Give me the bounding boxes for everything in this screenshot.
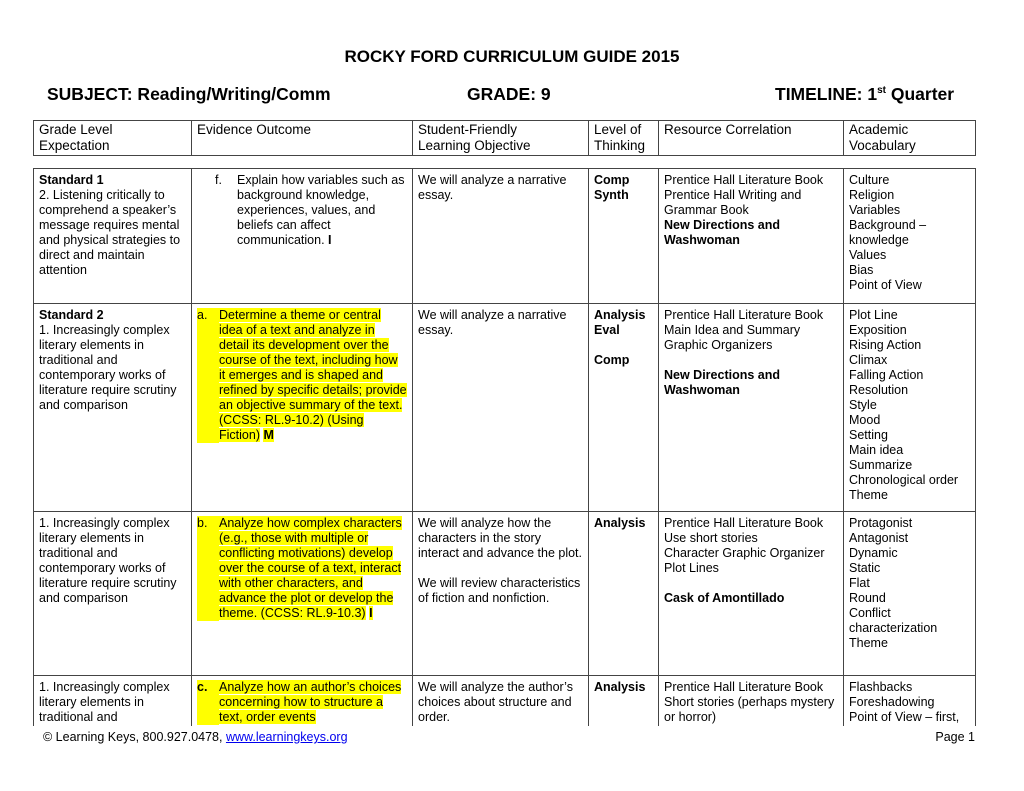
table-row: [34, 676, 976, 727]
resource-cell: Prentice Hall Literature Book Prentice Hall Writing and Grammar Book New Directions and Washwoman: [659, 169, 844, 304]
header-objective: Student-Friendly Learning Objective: [413, 121, 589, 156]
subject-line: [47, 84, 967, 106]
evidence-cell: b. Analyze how complex characters (e.g., those with multiple or conflicting motivations) develop over the course of a text, interact with other characters, and advance the plot or develop the theme. (CCSS: RL.9-10.3) I: [192, 512, 413, 676]
level-cell: Comp Synth: [589, 169, 659, 304]
objective-cell: We will analyze a narrative essay.: [413, 304, 589, 512]
grade-level-cell: 1. Increasingly complex literary elements in traditional and: [34, 676, 192, 727]
vocab-cell: Plot Line Exposition Rising Action Climax Falling Action Resolution Style Mood Setting Main idea Summarize Chronological order Theme: [844, 304, 976, 512]
vocab-cell: Flashbacks Foreshadowing Point of View – first,: [844, 676, 976, 727]
table-row: [34, 304, 976, 512]
curriculum-table-viewport: [0, 168, 1024, 726]
evidence-cell: c. Analyze how an author’s choices concerning how to structure a text, order events: [192, 676, 413, 727]
curriculum-table: [33, 168, 976, 726]
table-row: [34, 169, 976, 304]
footer-copyright: © Learning Keys, 800.927.0478, www.learningkeys.org: [43, 730, 348, 744]
evidence-cell: f. Explain how variables such as background knowledge, experiences, values, and beliefs can affect communication. I: [192, 169, 413, 304]
grade-level-cell: Standard 2 1. Increasingly complex literary elements in traditional and contemporary works of literature require scrutiny and comparison: [34, 304, 192, 512]
document-title: ROCKY FORD CURRICULUM GUIDE 2015: [344, 47, 680, 66]
header-table: [33, 120, 976, 156]
vocab-cell: Protagonist Antagonist Dynamic Static Flat Round Conflict characterization Theme: [844, 512, 976, 676]
objective-cell: We will analyze the author’s choices about structure and order.: [413, 676, 589, 727]
subject-label: SUBJECT: Reading/Writing/Comm: [47, 84, 331, 104]
footer-link[interactable]: www.learningkeys.org: [225, 730, 348, 744]
objective-cell: We will analyze a narrative essay.: [413, 169, 589, 304]
objective-cell: We will analyze how the characters in the story interact and advance the plot. We will review characteristics of fiction and nonfiction.: [413, 512, 589, 676]
level-cell: Analysis: [589, 676, 659, 727]
page-footer: [33, 730, 975, 746]
resource-cell: Prentice Hall Literature Book Short stories (perhaps mystery or horror): [659, 676, 844, 727]
grade-label: GRADE: 9: [467, 84, 551, 104]
grade-level-cell: 1. Increasingly complex literary elements in traditional and contemporary works of literature require scrutiny and comparison: [34, 512, 192, 676]
vocab-cell: Culture Religion Variables Background – knowledge Values Bias Point of View: [844, 169, 976, 304]
header-resource: Resource Correlation: [659, 121, 844, 156]
header-vocab: Academic Vocabulary: [844, 121, 976, 156]
table-row: [34, 512, 976, 676]
header-evidence: Evidence Outcome: [192, 121, 413, 156]
level-cell: Analysis: [589, 512, 659, 676]
resource-cell: Prentice Hall Literature Book Main Idea and Summary Graphic Organizers New Directions and Washwoman: [659, 304, 844, 512]
timeline-label: TIMELINE: 1st Quarter: [775, 84, 955, 104]
page-number: Page 1: [935, 730, 975, 744]
grade-level-cell: Standard 1 2. Listening critically to comprehend a speaker’s message requires mental and physical strategies to direct and maintain attention: [34, 169, 192, 304]
header-level: Level of Thinking: [589, 121, 659, 156]
evidence-cell: a. Determine a theme or central idea of a text and analyze in detail its development over the course of the text, including how it emerges and is shaped and refined by specific details; provide an objective summary of the text. (CCSS: RL.9-10.2) (Using Fiction) M: [192, 304, 413, 512]
header-grade-level: Grade Level Expectation: [34, 121, 192, 156]
level-cell: Analysis Eval Comp: [589, 304, 659, 512]
resource-cell: Prentice Hall Literature Book Use short stories Character Graphic Organizer Plot Lines Cask of Amontillado: [659, 512, 844, 676]
